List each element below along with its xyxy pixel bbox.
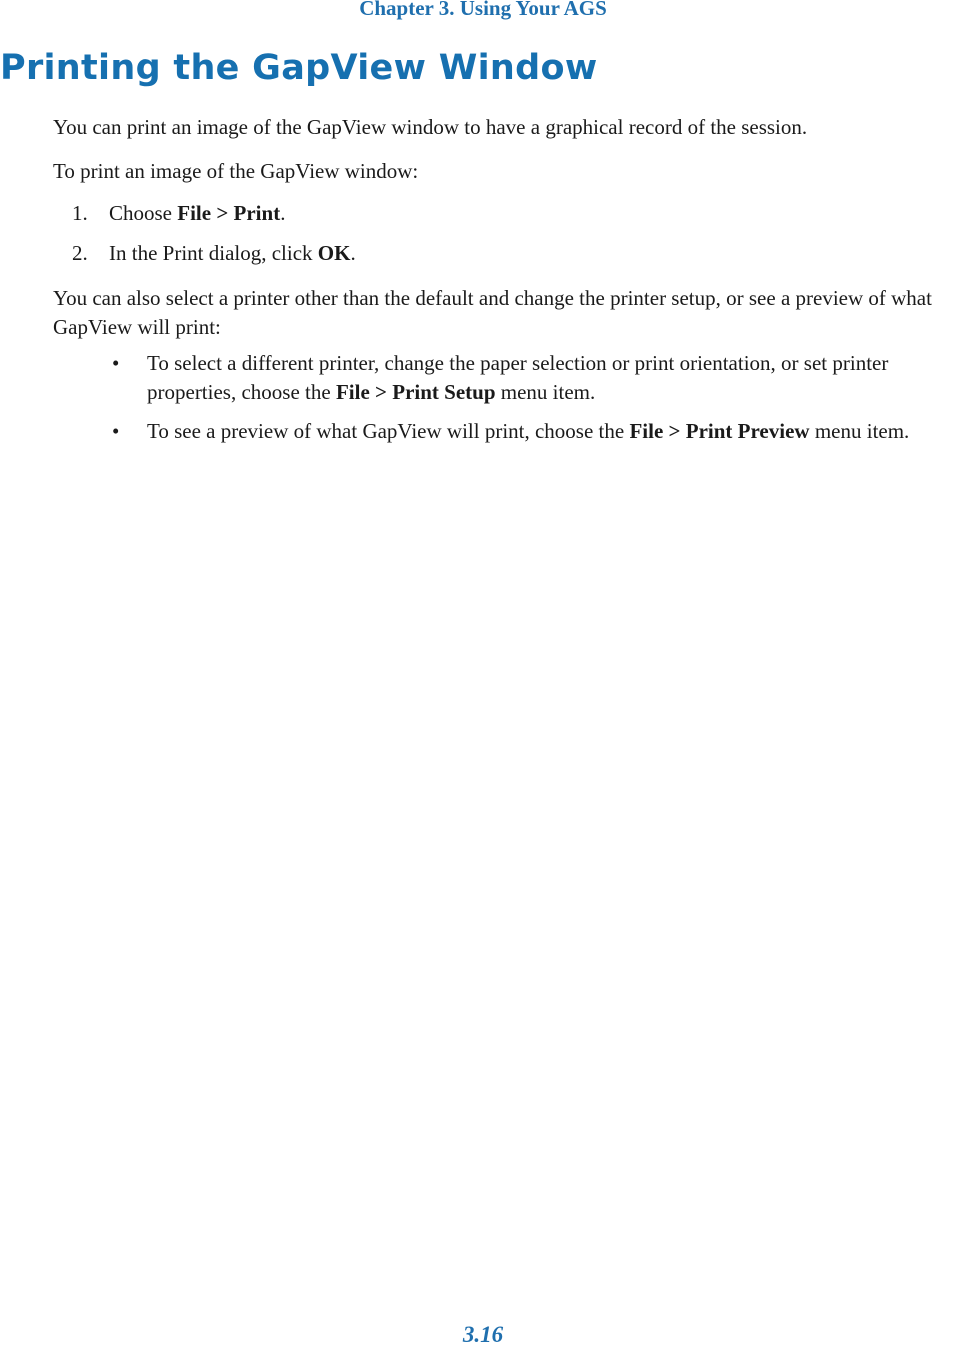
step-text: Choose [109,201,178,225]
step-command: File > Print [177,201,281,225]
bullet-command: File > Print Preview [629,419,810,443]
bullet-suffix: menu item. [809,419,910,443]
bullet-text [147,417,966,446]
bullet-suffix: menu item. [495,380,596,404]
instruction-paragraph: To print an image of the GapView window: [53,159,419,183]
step-text: In the Print dialog, click [109,241,318,265]
intro-paragraph: You can print an image of the GapView window to have a graphical record of the session. [53,115,808,139]
bullet-prefix: To see a preview of what GapView will print, choose the [147,419,630,443]
bullet-symbol: • [112,351,120,375]
step-command: OK [317,241,351,265]
section-title: Printing the GapView Window [0,48,598,88]
chapter-header: Chapter 3. Using Your AGS [359,0,607,20]
bullet-command: File > Print Setup [335,380,496,404]
also-paragraph: You can also select a printer other than the default and change the printer setup, or see a preview of what GapView will print: [53,286,932,339]
page-number: 3.16 [462,1322,504,1347]
step-number: 2. [72,241,88,265]
step-item [72,239,356,268]
step-suffix: . [350,241,356,265]
step-number: 1. [72,201,88,225]
bullet-text [147,349,966,407]
step-item [72,199,285,228]
bullet-prefix: To select a different printer, change the paper selection or print orientation, or set printer properties, choose the [147,351,889,404]
bullet-symbol: • [112,419,120,443]
step-suffix: . [280,201,286,225]
